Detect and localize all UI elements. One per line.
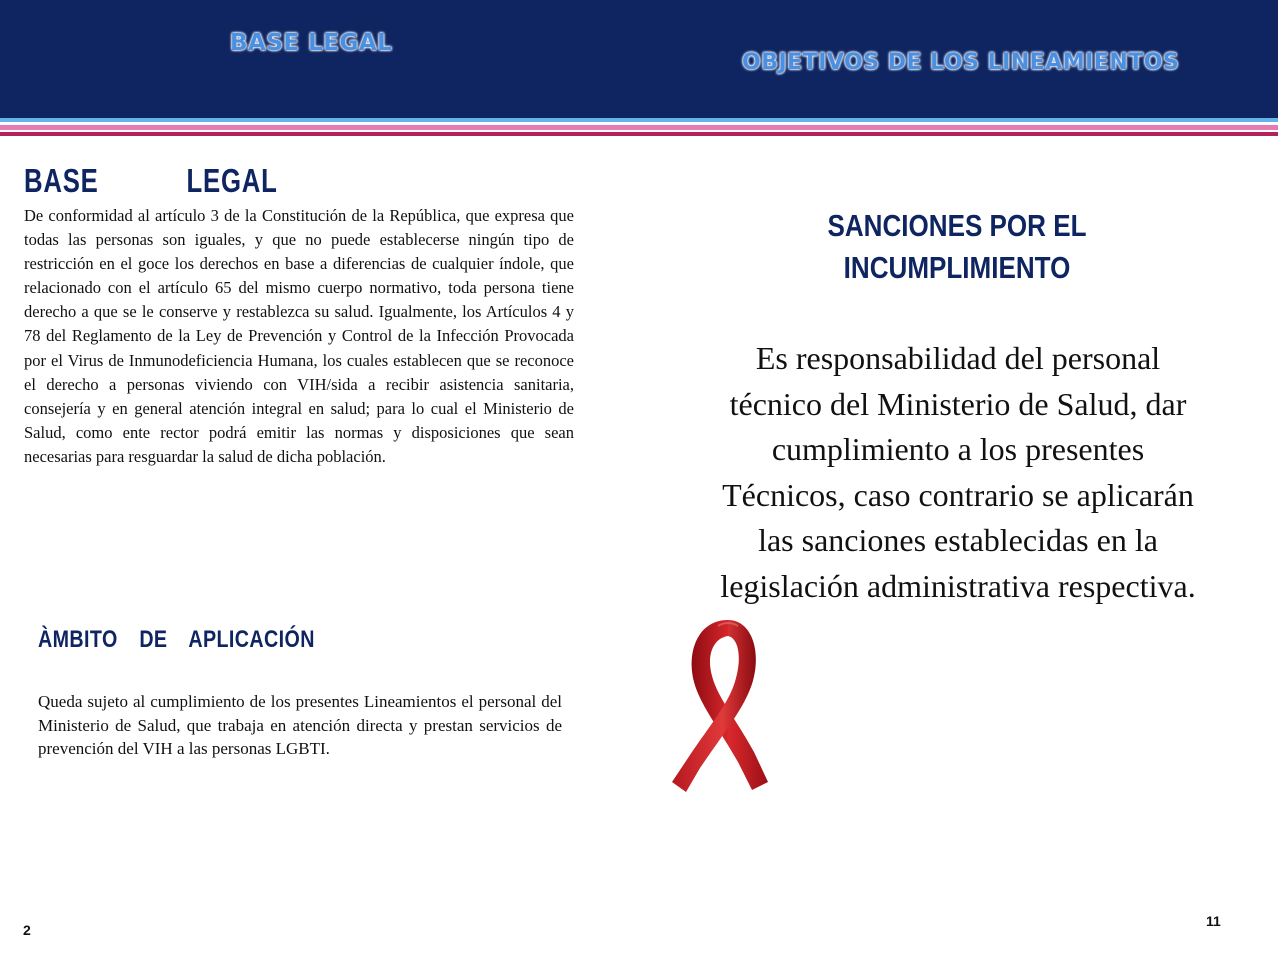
banner-title-objetivos: OBJETIVOS DE LOS LINEAMIENTOS (742, 50, 1180, 75)
banner-title-base-legal: BASE LEGAL (230, 30, 393, 56)
base-legal-heading: BASE LEGAL (24, 162, 278, 199)
sanciones-text: Es responsabilidad del personal técnico del Ministerio de Salud, dar cumplimiento a los presentes Técnicos, caso contrario se aplicarán las sanciones establecidas en la legislación administrativa respectiva. (720, 340, 1196, 604)
stripe-magenta (0, 132, 1278, 136)
ambito-text: Queda sujeto al cumplimiento de los presentes Lineamientos el personal del Ministerio de Salud, que trabaja en atención directa y prestan servicios de prevención del VIH a las personas LGBTI. (38, 692, 562, 758)
top-banner (0, 0, 1278, 118)
sanciones-heading: SANCIONES POR EL INCUMPLIMIENTO (827, 208, 1087, 285)
base-legal-text: De conformidad al artículo 3 de la Constitución de la República, que expresa que todas las personas son iguales, y que no puede establecerse ningún tipo de restricción en el goce los derechos en base a diferencias de cualquier índole, que relacionado con el artículo 65 del mismo cuerpo normativo, toda persona tiene derecho a que se le conserve y restablezca su salud. Igualmente, los Artículos 4 y 78 del Reglamento de la Ley de Prevención y Control de la Infección Provocada por el Virus de Inmunodeficiencia Humana, los cuales establecen que se reconoce el derecho a personas viviendo con VIH/sida a recibir asistencia sanitaria, consejería y en general atención integral en salud; para lo cual el Ministerio de Salud, como ente rector podrá emitir las normas y disposiciones que sean necesarias para resguardar la salud de dicha población. (24, 206, 574, 466)
page-number-right: 11 (1206, 913, 1221, 929)
ambito-heading: ÀMBITO DE APLICACIÓN (38, 626, 315, 653)
red-ribbon-icon (668, 612, 780, 794)
page-number-left: 2 (23, 922, 31, 938)
